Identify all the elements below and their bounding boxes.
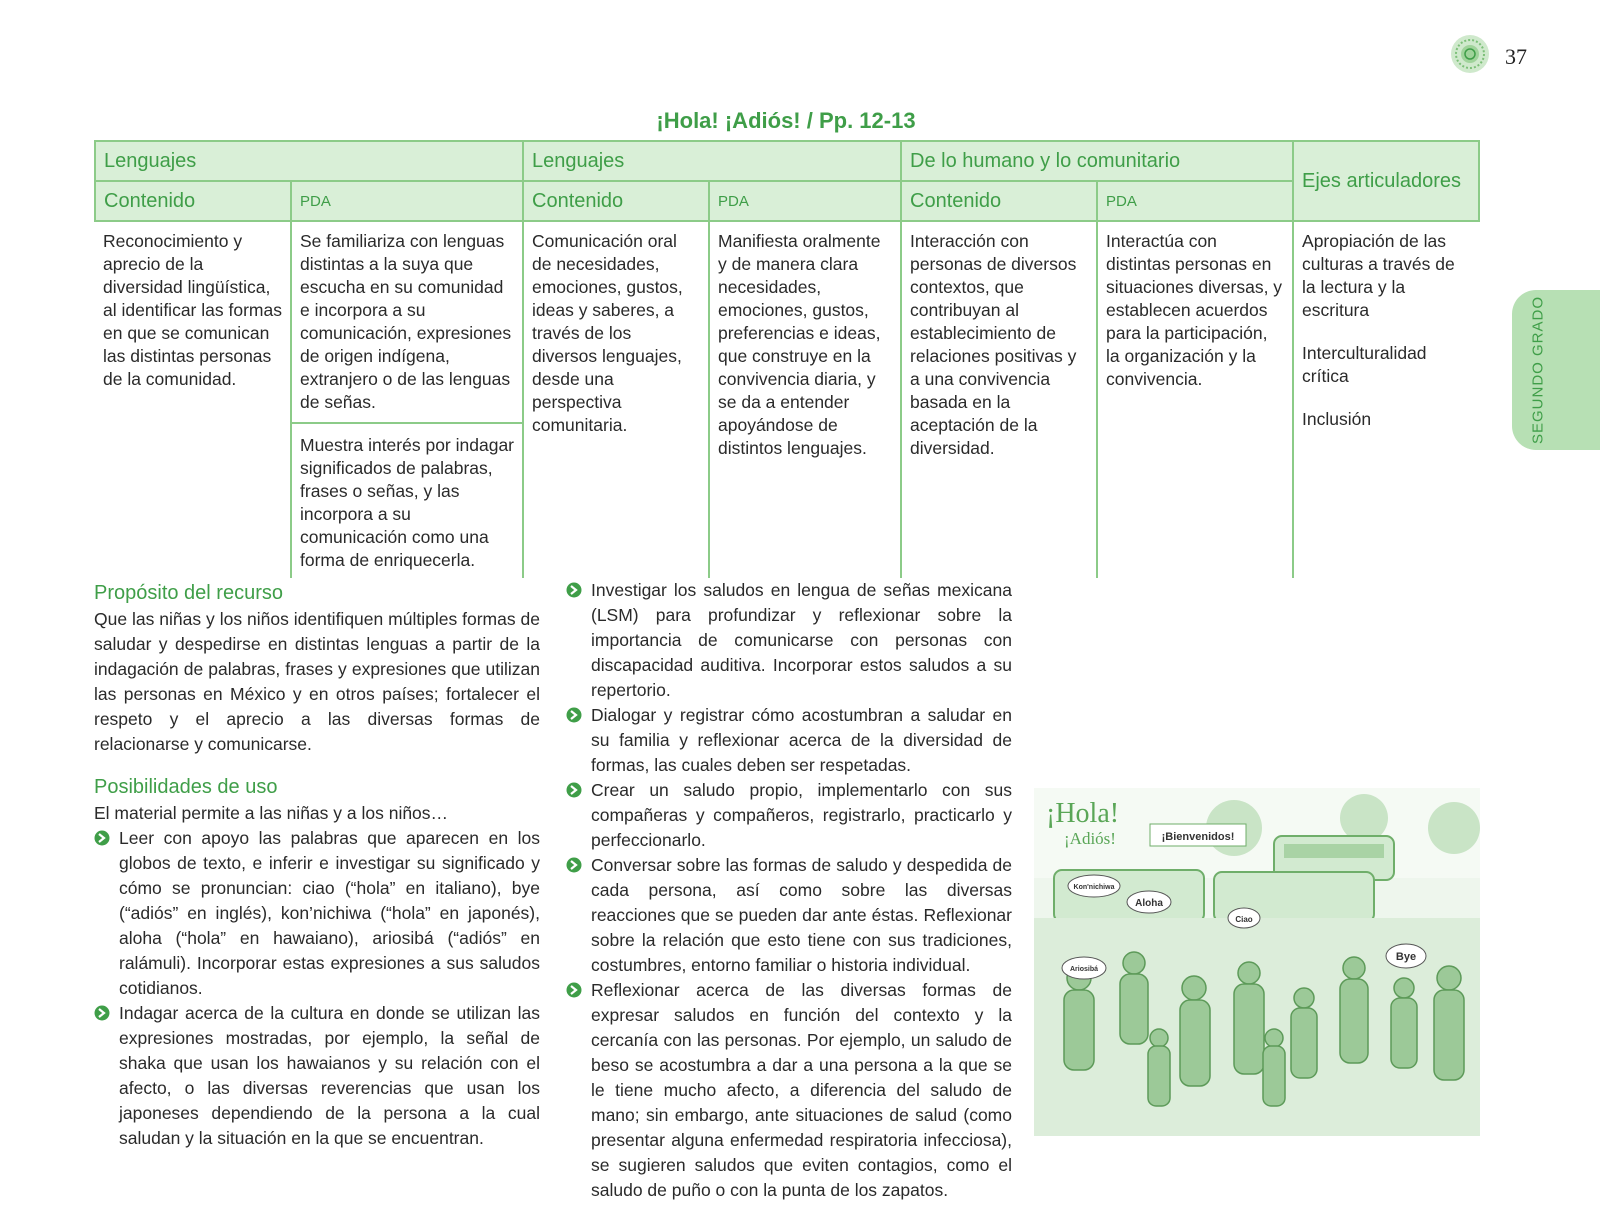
table-cell: [523, 221, 709, 578]
contenido-header: Contenido: [901, 181, 1097, 221]
list-item-text: Leer con apoyo las palabras que aparecen en los globos de texto, e inferir e investigar su significado y cómo se pronuncian: ciao (“hola” en italiano), bye (“adiós” en inglés), kon’nichiwa (“hola” en japonés), aloha (“hola” en hawaiano), ariosibá (“adiós” en ralámuli). Incorporar estas expresiones a sus saludos cotidianos.: [119, 828, 540, 998]
table-title: ¡Hola! ¡Adiós! / Pp. 12-13: [656, 108, 916, 133]
lenguajes2-pda: Manifiesta oralmente y de manera clara necesidades, emociones, gustos, preferencias e ideas, que construye en la convivencia diaria, y se da a entender apoyándose de distintos lenguajes.: [718, 231, 881, 458]
list-item: [566, 578, 1012, 703]
illustration-title-hola: ¡Hola!: [1046, 798, 1120, 829]
list-item-text: Dialogar y registrar cómo acostumbran a saludar en su familia y reflexionar acerca de la diversidad de formas, las cuales deben ser respetadas.: [591, 705, 1012, 775]
column-middle: [566, 578, 1012, 1203]
greetings-illustration: [1034, 788, 1480, 1136]
eje-item: Interculturalidad crítica: [1302, 343, 1427, 386]
list-item-text: Indagar acerca de la cultura en donde se utilizan las expresiones mostradas, por ejemplo, la señal de shaka que usan los hawaianos y su relación con el afecto, o las diversas reverencias que usan los japoneses dependiendo de la persona a la cual saludan y la situación en la que se encuentran.: [119, 1003, 540, 1148]
grade-label: SEGUNDO GRADO: [1529, 295, 1547, 445]
chevron-bullet-icon: [566, 857, 582, 873]
list-item: [566, 853, 1012, 978]
list-item: [566, 703, 1012, 778]
bubble-bye: Bye: [1395, 951, 1417, 963]
list-item-text: Reflexionar acerca de las diversas formas de expresar saludos en función del contexto y la cercanía con las personas. Por ejemplo, un saludo de beso se acostumbra a dar a una persona a la que se le tiene mucho afecto, a diferencia del saludo de mano; sin embargo, ante situaciones de salud (como presentar alguna enfermedad respiratoria infecciosa), se sugieren saludos que eviten contagios, como el saludo de puño o con la punta de los zapatos.: [591, 980, 1012, 1200]
humano-contenido: Interacción con personas de diversos contextos, que contribuyan al establecimiento de relaciones positivas y a una convivencia basada en la aceptación de la diversidad.: [910, 231, 1077, 458]
chevron-bullet-icon: [566, 782, 582, 798]
posibilidades-heading: Posibilidades de uso: [94, 776, 278, 798]
chevron-bullet-icon: [566, 582, 582, 598]
bubble-ciao: Ciao: [1235, 915, 1253, 924]
chevron-bullet-icon: [566, 707, 582, 723]
humano-pda: Interactúa con distintas personas en situaciones diversas, y establecen acuerdos para la participación, la organización y la convivencia.: [1106, 231, 1283, 389]
table-cell: [1293, 221, 1479, 578]
list-item: [566, 978, 1012, 1203]
lenguajes1-pda-1: Se familiariza con lenguas distintas a la suya que escucha en su comunidad e incorpora a su comunicación, expresiones de origen indígena, extranjero o de las lenguas de señas.: [300, 231, 512, 412]
table-cell: [95, 221, 291, 578]
bubble-konnichiwa: Kon'nichiwa: [1073, 884, 1115, 891]
sun-seal-icon: [1450, 34, 1490, 74]
contenido-header: Contenido: [523, 181, 709, 221]
page-number: 37: [1505, 44, 1527, 69]
proposito-heading: Propósito del recurso: [94, 582, 283, 604]
bubble-aloha: Aloha: [1135, 898, 1163, 909]
list-item: [94, 1001, 540, 1151]
chevron-bullet-icon: [94, 1005, 110, 1021]
list-item: [94, 826, 540, 1001]
eje-item: Inclusión: [1302, 409, 1372, 429]
welcome-sign: ¡Bienvenidos!: [1161, 831, 1235, 843]
proposito-text: Que las niñas y los niños identifiquen múltiples formas de saludar y despedirse en distintas lenguas a partir de la indagación de palabras, frases y expresiones que utilizan las personas en México y en otros países; fortalecer el respeto y el aprecio a las diversas formas de relacionarse y comunicarse.: [94, 609, 540, 754]
list-item-text: Investigar los saludos en lengua de señas mexicana (LSM) para profundizar y reflexionar sobre la importancia de comunicarse con personas con discapacidad auditiva. Incorporar estos saludos a su repertorio.: [591, 580, 1012, 700]
eje-item: Apropiación de las culturas a través de la lectura y la escritura: [1302, 231, 1455, 320]
lenguajes1-pda-2: Muestra interés por indagar significados de palabras, frases o señas, y las incorpora a su comunicación como una forma de enriquecerla.: [292, 422, 522, 572]
curriculum-table: [94, 140, 1480, 578]
lenguajes2-contenido: Comunicación oral de necesidades, emociones, gustos, ideas y saberes, a través de los diversos lenguajes, desde una perspectiva comunitaria.: [532, 231, 683, 435]
list-item-text: Conversar sobre las formas de saludo y despedida de cada persona, así como sobre las diversas reacciones que se pueden dar ante éstas. Reflexionar sobre la relación que esto tiene con sus tradiciones, costumbres, entorno familiar o historia individual.: [591, 855, 1012, 975]
chevron-bullet-icon: [94, 830, 110, 846]
column-left: [94, 579, 540, 1151]
contenido-header: Contenido: [95, 181, 291, 221]
chevron-bullet-icon: [566, 982, 582, 998]
bubble-ariosiba: Ariosibá: [1069, 966, 1099, 973]
table-cell: [901, 221, 1097, 578]
posibilidades-intro: El material permite a las niñas y a los niños…: [94, 803, 449, 823]
list-item-text: Crear un saludo propio, implementarlo con sus compañeras y compañeros, registrarlo, practicarlo y perfeccionarlo.: [591, 780, 1012, 850]
ejes-header: Ejes articuladores: [1293, 141, 1479, 221]
lenguajes1-contenido: Reconocimiento y aprecio de la diversidad lingüística, al identificar las formas en que se comunican las distintas personas de la comunidad.: [103, 231, 282, 389]
area-header-humano: De lo humano y lo comunitario: [901, 141, 1293, 181]
pda-header: PDA: [1097, 181, 1293, 221]
table-cell: [291, 221, 523, 578]
area-header-lenguajes-2: Lenguajes: [523, 141, 901, 181]
list-item: [566, 778, 1012, 853]
table-cell: [709, 221, 901, 578]
table-cell: [1097, 221, 1293, 578]
illustration-title-adios: ¡Adiós!: [1064, 829, 1116, 848]
grade-side-tab: [1512, 290, 1600, 450]
pda-header: PDA: [291, 181, 523, 221]
area-header-lenguajes-1: Lenguajes: [95, 141, 523, 181]
pda-header: PDA: [709, 181, 901, 221]
